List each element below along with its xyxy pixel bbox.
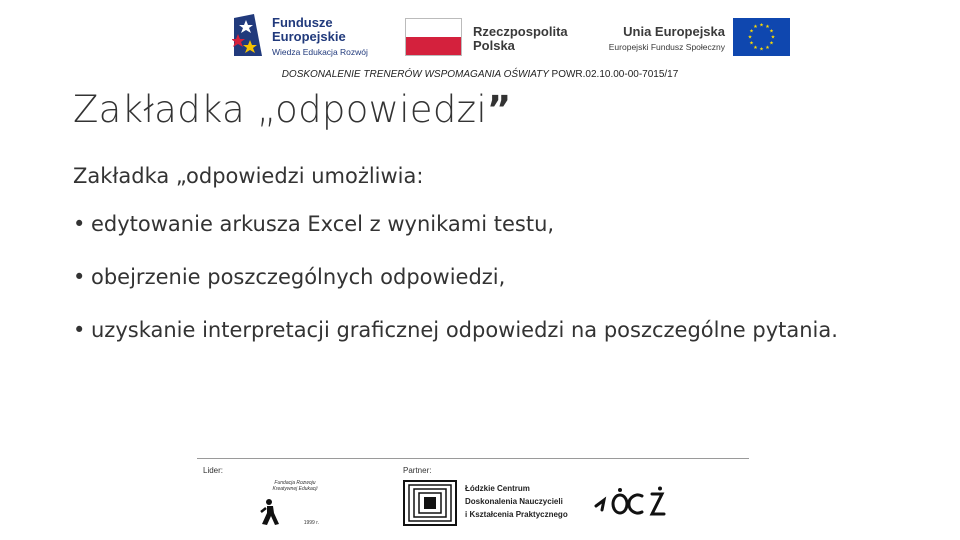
foundation-logo xyxy=(255,478,323,528)
svg-text:★: ★ xyxy=(765,24,770,30)
svg-text:★: ★ xyxy=(769,28,774,35)
svg-text:★: ★ xyxy=(749,28,754,35)
project-code: POWR.02.10.00-00-7015/17 xyxy=(551,69,679,80)
svg-text:★: ★ xyxy=(759,46,764,53)
svg-text:★: ★ xyxy=(749,40,754,47)
ue-logo-line2: Europejski Fundusz Społeczny xyxy=(608,42,725,52)
svg-text:★: ★ xyxy=(759,22,764,29)
bullet-item xyxy=(73,318,838,371)
lcdn-logo xyxy=(403,480,568,526)
slide-title-text: Zakładka „odpowiedzi xyxy=(73,88,487,131)
svg-text:★: ★ xyxy=(770,34,776,41)
rzeczpospolita-polska-logo xyxy=(405,18,575,58)
fe-stars-icon xyxy=(232,12,264,58)
project-caption xyxy=(0,69,960,80)
bullet-item xyxy=(73,212,838,265)
svg-text:★: ★ xyxy=(747,34,753,41)
fe-logo-tagline: Wiedza Edukacja Rozwój xyxy=(272,47,368,57)
ue-logo-line1: Unia Europejska xyxy=(623,24,725,39)
lcdn-line2: Doskonalenia Nauczycieli xyxy=(465,497,563,506)
walking-figure-icon xyxy=(259,498,283,526)
svg-text:★: ★ xyxy=(765,45,770,51)
svg-text:★: ★ xyxy=(769,40,774,47)
concentric-squares-icon xyxy=(403,480,457,526)
foundation-year: 1999 r. xyxy=(303,520,319,526)
eu-flag-icon xyxy=(733,18,790,56)
lodz-city-logo-icon xyxy=(590,486,670,520)
bullet-item xyxy=(73,265,838,318)
bullet-text: edytowanie arkusza Excel z wynikami testu, xyxy=(91,212,555,236)
bullet-icon: • xyxy=(73,265,86,289)
unia-europejska-logo xyxy=(600,18,790,58)
lider-label: Lider: xyxy=(203,466,224,475)
lcdn-line1: Łódzkie Centrum xyxy=(465,484,530,493)
polish-flag-icon xyxy=(405,18,462,56)
partner-label: Partner: xyxy=(403,466,432,475)
fe-logo-line1: Fundusze xyxy=(272,15,333,30)
bullet-text: obejrzenie poszczególnych odpowiedzi, xyxy=(91,265,506,289)
bullet-icon: • xyxy=(73,212,86,236)
svg-text:★: ★ xyxy=(753,24,758,30)
slide-intro: Zakładka „odpowiedzi umożliwia: xyxy=(73,164,424,188)
bullet-text: uzyskanie interpretacji graficznej odpowiedzi na poszczególne pytania. xyxy=(91,318,838,342)
slide-title xyxy=(73,88,512,131)
fe-logo-line2: Europejskie xyxy=(272,29,346,44)
rp-logo-line2: Polska xyxy=(473,38,515,53)
bullet-list xyxy=(73,212,838,371)
footer-divider xyxy=(197,458,749,459)
fundusze-europejskie-logo xyxy=(232,12,374,62)
bullet-icon: • xyxy=(73,318,86,342)
svg-text:★: ★ xyxy=(753,45,758,51)
project-name: DOSKONALENIE TRENERÓW WSPOMAGANIA OŚWIATY xyxy=(281,69,549,80)
rp-logo-line1: Rzeczpospolita xyxy=(473,24,568,39)
slide-title-quote: ” xyxy=(486,88,512,131)
lcdn-line3: i Kształcenia Praktycznego xyxy=(465,510,568,519)
foundation-name: Fundacja Rozwoju Kreatywnej Edukacji xyxy=(272,480,318,492)
